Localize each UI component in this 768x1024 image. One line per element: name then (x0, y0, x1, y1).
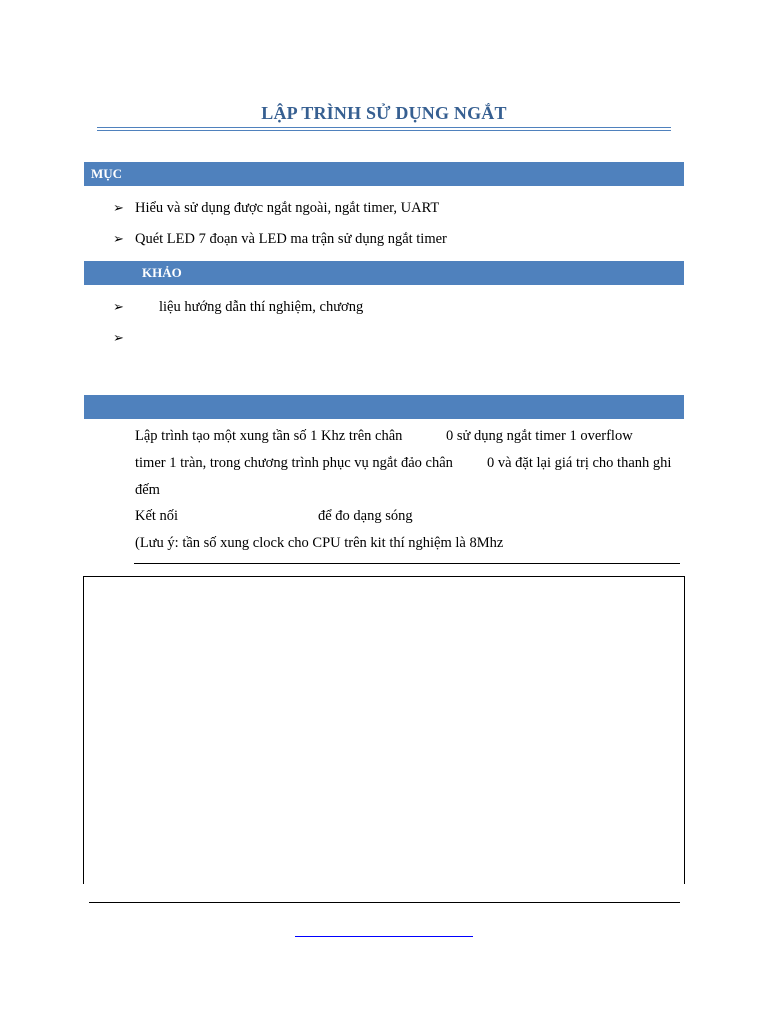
arrow-bullet-icon: ➢ (113, 200, 124, 215)
code-box (83, 576, 685, 884)
footer-divider (89, 902, 680, 903)
section-heading-khao (84, 261, 684, 285)
arrow-bullet-icon: ➢ (113, 231, 124, 246)
section-heading-label: MỤC (91, 166, 123, 181)
list-item-text: liệu hướng dẫn thí nghiệm, chương (159, 299, 364, 315)
section-heading-label: KHẢO (142, 265, 182, 280)
arrow-bullet-icon: ➢ (113, 330, 124, 345)
arrow-bullet-icon: ➢ (113, 299, 124, 314)
paragraph-line: 0 và đặt lại giá trị cho thanh ghi (487, 455, 672, 471)
paragraph-line: để đo dạng sóng (318, 508, 413, 524)
list-item-text: Hiểu và sử dụng được ngắt ngoài, ngắt timer, UART (135, 200, 440, 216)
paragraph-line: đếm (135, 482, 160, 498)
footer-link[interactable] (295, 924, 473, 937)
list-item (0, 229, 768, 249)
paragraph-line: timer 1 tràn, trong chương trình phục vụ ngắt đảo chân (135, 455, 453, 471)
list-item (0, 198, 768, 218)
list-item (0, 328, 768, 348)
section-divider (134, 563, 680, 564)
paragraph-line: Kết nối (135, 508, 179, 524)
page-title: LẬP TRÌNH SỬ DỤNG NGẮT (261, 103, 507, 123)
title-rule-bottom (97, 130, 671, 131)
list-item-text: Quét LED 7 đoạn và LED ma trận sử dụng ngắt timer (135, 231, 447, 247)
list-item (0, 297, 768, 317)
paragraph-line: (Lưu ý: tần số xung clock cho CPU trên kit thí nghiệm là 8Mhz (135, 535, 504, 551)
paragraph-line: 0 sử dụng ngắt timer 1 overflow (446, 428, 633, 444)
paragraph-line: Lập trình tạo một xung tần số 1 Khz trên chân (135, 428, 403, 444)
section-heading-muc (84, 162, 684, 186)
section-heading-blank (84, 395, 684, 419)
title-rule-top (97, 127, 671, 128)
